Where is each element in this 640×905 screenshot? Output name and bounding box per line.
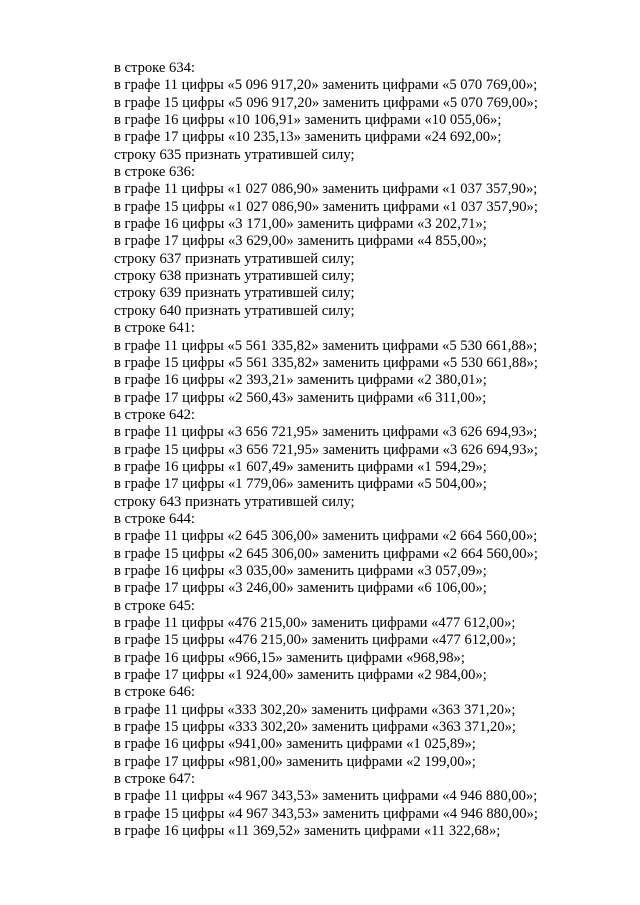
text-line: в графе 16 цифры «3 035,00» заменить цифрами «3 057,09»; — [114, 562, 487, 579]
text-line: в графе 17 цифры «1 924,00» заменить цифрами «2 984,00»; — [114, 667, 487, 684]
text-line: в графе 15 цифры «5 561 335,82» заменить цифрами «5 530 661,88»; — [114, 354, 538, 371]
text-line: строку 640 признать утратившей силу; — [114, 302, 355, 319]
text-line: в графе 11 цифры «1 027 086,90» заменить цифрами «1 037 357,90»; — [114, 181, 538, 198]
text-line: в графе 16 цифры «2 393,21» заменить цифрами «2 380,01»; — [114, 372, 487, 389]
text-line: в графе 11 цифры «476 215,00» заменить цифрами «477 612,00»; — [114, 615, 516, 631]
text-line: в графе 16 цифры «10 106,91» заменить цифрами «10 055,06»; — [114, 112, 502, 129]
text-line: в графе 15 цифры «4 967 343,53» заменить цифрами «4 946 880,00»; — [114, 805, 538, 822]
text-line: в графе 15 цифры «5 096 917,20» заменить цифрами «5 070 769,00»; — [114, 94, 538, 111]
text-line: в строке 642: — [114, 406, 195, 423]
text-line: в графе 11 цифры «2 645 306,00» заменить цифрами «2 664 560,00»; — [114, 528, 538, 545]
text-line: в графе 15 цифры «2 645 306,00» заменить цифрами «2 664 560,00»; — [114, 545, 538, 562]
text-line: в графе 16 цифры «3 171,00» заменить цифрами «3 202,71»; — [114, 216, 487, 233]
document-body — [114, 60, 584, 840]
text-line: в графе 17 цифры «10 235,13» заменить цифрами «24 692,00»; — [114, 129, 502, 146]
text-line: в графе 11 цифры «5 096 917,20» заменить цифрами «5 070 769,00»; — [114, 77, 538, 94]
text-line: строку 635 признать утратившей силу; — [114, 146, 355, 163]
text-line: в графе 16 цифры «966,15» заменить цифрами «968,98»; — [114, 649, 465, 666]
text-line: в графе 15 цифры «3 656 721,95» заменить цифрами «3 626 694,93»; — [114, 441, 538, 458]
text-line: в строке 647: — [114, 771, 195, 788]
text-line: в графе 17 цифры «3 246,00» заменить цифрами «6 106,00»; — [114, 580, 487, 597]
text-line: в графе 11 цифры «333 302,20» заменить цифрами «363 371,20»; — [114, 701, 516, 718]
text-line: в графе 17 цифры «1 779,06» заменить цифрами «5 504,00»; — [114, 476, 487, 493]
text-line: в графе 15 цифры «476 215,00» заменить цифрами «477 612,00»; — [114, 632, 516, 649]
text-line: в строке 645: — [114, 597, 195, 614]
text-line: в графе 11 цифры «4 967 343,53» заменить цифрами «4 946 880,00»; — [114, 788, 538, 805]
text-line: в графе 16 цифры «1 607,49» заменить цифрами «1 594,29»; — [114, 458, 487, 475]
text-line: в графе 17 цифры «2 560,43» заменить цифрами «6 311,00»; — [114, 389, 487, 406]
text-line: строку 638 признать утратившей силу; — [114, 268, 355, 285]
text-line: в строке 641: — [114, 320, 195, 337]
text-line: в графе 17 цифры «3 629,00» заменить цифрами «4 855,00»; — [114, 233, 487, 250]
text-line: в строке 644: — [114, 510, 195, 527]
text-line: в строке 636: — [114, 164, 195, 181]
text-line: в графе 16 цифры «941,00» заменить цифрами «1 025,89»; — [114, 736, 476, 753]
text-line: в графе 16 цифры «11 369,52» заменить цифрами «11 322,68»; — [114, 823, 501, 840]
text-line: в графе 15 цифры «333 302,20» заменить цифрами «363 371,20»; — [114, 719, 516, 736]
text-line: в строке 634: — [114, 60, 195, 76]
text-line: в графе 15 цифры «1 027 086,90» заменить цифрами «1 037 357,90»; — [114, 198, 538, 215]
text-line: строку 637 признать утратившей силу; — [114, 250, 355, 267]
text-line: в строке 646: — [114, 684, 195, 701]
text-line: в графе 11 цифры «3 656 721,95» заменить цифрами «3 626 694,93»; — [114, 424, 538, 441]
text-line: строку 639 признать утратившей силу; — [114, 285, 355, 302]
text-line: строку 643 признать утратившей силу; — [114, 493, 355, 510]
text-line: в графе 11 цифры «5 561 335,82» заменить цифрами «5 530 661,88»; — [114, 337, 538, 354]
text-line: в графе 17 цифры «981,00» заменить цифрами «2 199,00»; — [114, 753, 476, 770]
